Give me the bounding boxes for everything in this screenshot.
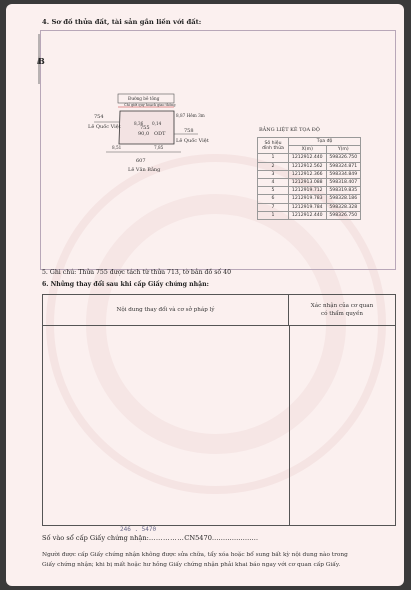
north-label: B — [38, 56, 45, 66]
footer-line-2: Giấy chứng nhận; khi bị mất hoặc hư hỏng Giấy chứng nhận phải khai báo ngay với cơ quan cấp Giấy. — [42, 562, 341, 568]
neighbor-number: 607 — [136, 158, 146, 164]
changes-col-divider — [289, 326, 290, 525]
coord-vertex: 1 — [258, 154, 289, 162]
coord-table-title: BẢNG LIỆT KÊ TỌA ĐỘ — [259, 127, 320, 133]
coord-y: 598334.849 — [326, 170, 360, 178]
handwritten-registry-number: 246 . 5470 — [120, 526, 157, 533]
coord-header-vertex: Số hiệu đỉnh thửa — [258, 138, 289, 154]
parcel-number: 755 — [140, 125, 150, 131]
dim-top-right: 0,14 — [152, 121, 162, 126]
coord-x: 1212913.088 — [289, 178, 327, 186]
coord-y: 598318.407 — [326, 178, 360, 186]
coord-y: 598326.750 — [326, 211, 360, 219]
coord-vertex: 6 — [258, 195, 289, 203]
registry-value: CN5470 — [184, 534, 212, 542]
coord-row — [258, 187, 361, 195]
coord-vertex: 5 — [258, 187, 289, 195]
coord-y: 598328.186 — [326, 195, 360, 203]
certificate-page — [6, 4, 404, 586]
coord-x: 1212919.784 — [289, 203, 327, 211]
coord-row — [258, 211, 361, 219]
coord-row — [258, 170, 361, 178]
coord-x: 1212912.440 — [289, 211, 327, 219]
coord-row — [258, 203, 361, 211]
coord-y: 598324.871 — [326, 162, 360, 170]
neighbor-owner: Lê Quốc Việt — [176, 138, 209, 144]
coord-header-x: X(m) — [289, 146, 327, 154]
coord-header-y: Y(m) — [326, 146, 360, 154]
coord-vertex: 2 — [258, 162, 289, 170]
neighbor-number: 754 — [94, 114, 104, 120]
coord-row — [258, 154, 361, 162]
coord-x: 1212919.712 — [289, 187, 327, 195]
coord-x: 1212912.440 — [289, 154, 327, 162]
changes-col-content: Nội dung thay đổi và cơ sở pháp lý — [43, 295, 289, 326]
coord-x: 1212919.783 — [289, 195, 327, 203]
coord-row — [258, 178, 361, 186]
coord-vertex: 1 — [258, 211, 289, 219]
section-4-title: 4. Sơ đồ thửa đất, tài sản gắn liền với đất: — [42, 18, 202, 26]
parcel-area: 90,0 — [138, 131, 150, 137]
coord-header-group: Tọa độ — [289, 138, 361, 146]
dim-side-alley: 8,87 Hẻm 3m — [176, 113, 205, 118]
neighbor-number: 758 — [184, 128, 194, 134]
dim-top-left: 8,36 — [134, 121, 144, 126]
coordinate-table — [257, 137, 361, 220]
section-5-note: 5. Ghi chú: Thửa 755 được tách từ thửa 713, tờ bản đồ số 40 — [42, 269, 232, 276]
dim-bottom-right: 7,85 — [154, 145, 164, 150]
registry-label: Số vào sổ cấp Giấy chứng nhận: — [42, 534, 149, 542]
dim-bottom-left: 8,51 — [112, 145, 122, 150]
coord-vertex: 3 — [258, 170, 289, 178]
coord-x: 1212912.366 — [289, 170, 327, 178]
road-label: Đường bê tông — [128, 96, 160, 101]
coord-row — [258, 195, 361, 203]
coord-vertex: 7 — [258, 203, 289, 211]
neighbor-owner: Lê Quốc Việt — [88, 124, 121, 130]
coord-y: 598326.750 — [326, 154, 360, 162]
coord-y: 598328.328 — [326, 203, 360, 211]
footer-line-1: Người được cấp Giấy chứng nhận không được sửa chữa, tẩy xóa hoặc bổ sung bất kỳ nội dung nào trong — [42, 552, 348, 558]
coord-x: 1212912.562 — [289, 162, 327, 170]
registry-line: Số vào sổ cấp Giấy chứng nhận:……………CN5470………………… — [42, 534, 259, 542]
changes-table — [42, 294, 396, 526]
coord-row — [258, 162, 361, 170]
coord-y: 598319.835 — [326, 187, 360, 195]
parcel-land-type: ODT — [154, 131, 166, 137]
changes-col-confirm — [289, 295, 395, 326]
changes-col-confirm-line2: có thẩm quyền — [320, 311, 364, 317]
coord-vertex: 4 — [258, 178, 289, 186]
changes-col-confirm-line1: Xác nhận của cơ quan — [310, 303, 374, 309]
section-6-title: 6. Những thay đổi sau khi cấp Giấy chứng nhận: — [42, 281, 209, 288]
neighbor-owner: Lê Văn Bằng — [128, 167, 161, 173]
road-planning-label: Chỉ giới quy hoạch giao thông — [124, 103, 176, 107]
